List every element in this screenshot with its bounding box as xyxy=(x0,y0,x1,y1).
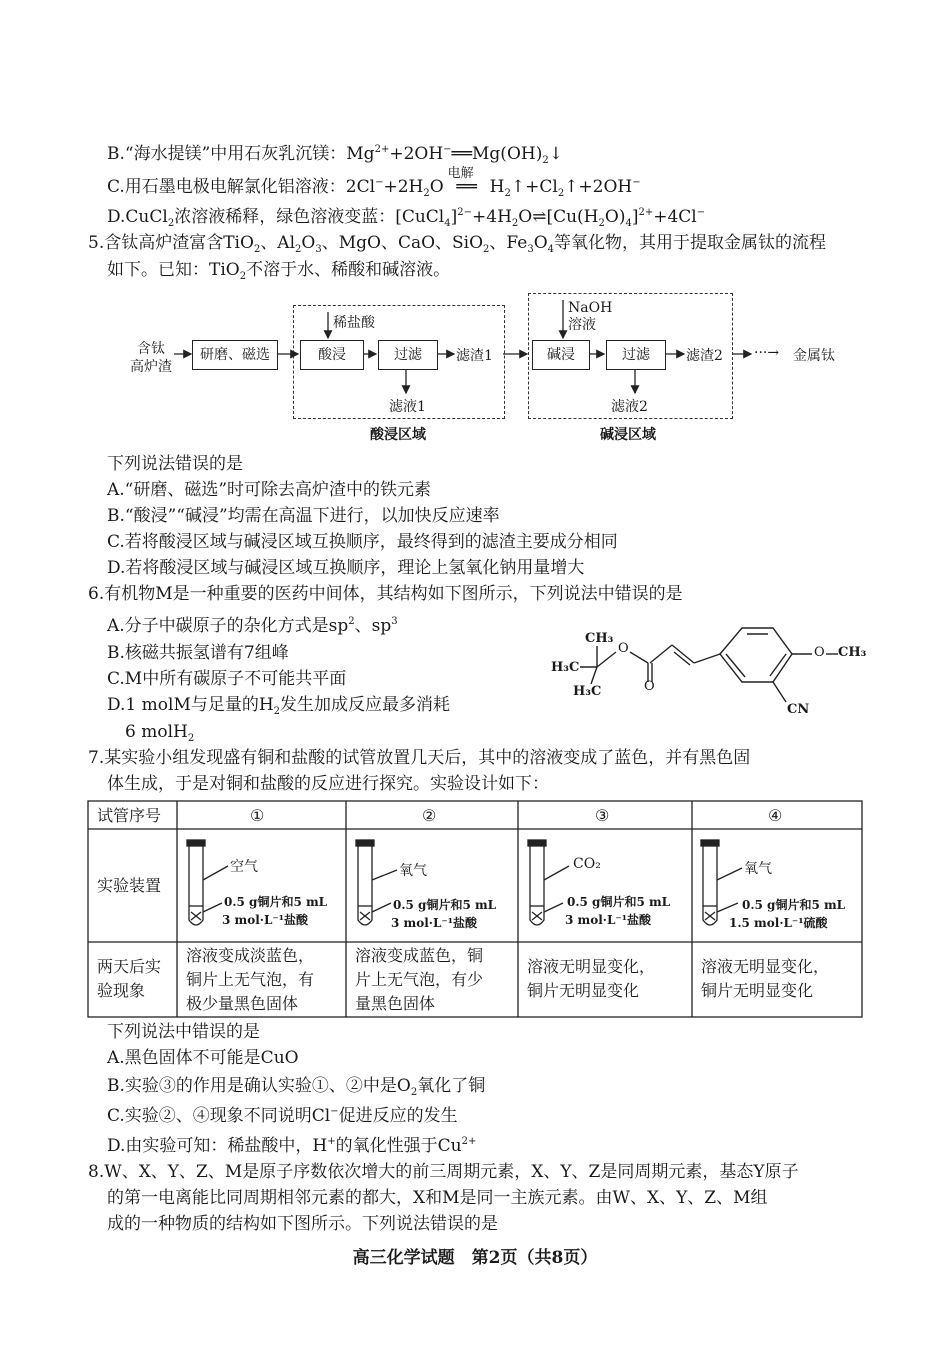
flow-grind-box: 研磨、磁选 xyxy=(192,340,278,370)
flow-filtrate1: 滤液1 xyxy=(389,399,426,415)
page-footer: 高三化学试题 第2页（共8页） xyxy=(352,1248,598,1268)
q8-stem-line2: 的第一电离能比同周期相邻元素的都大，X和M是同一主族元素。由W、X、Y、Z、M组 xyxy=(107,1188,768,1208)
q5-option-c: C.若将酸浸区域与碱浸区域互换顺序，最终得到的滤渣主要成分相同 xyxy=(107,532,618,552)
q6-option-c: C.M中所有碳原子不可能共平面 xyxy=(107,669,347,689)
q8-stem-line3: 成的一种物质的结构如下图所示。下列说法错误的是 xyxy=(107,1214,498,1234)
q6-option-b: B.核磁共振氢谱有7组峰 xyxy=(107,643,289,663)
q6-stem: 6.有机物M是一种重要的医药中间体，其结构如下图所示，下列说法中错误的是 xyxy=(88,584,683,604)
q5-question: 下列说法错误的是 xyxy=(107,454,243,474)
q6-option-d-cont: 6 molH$_2$ xyxy=(125,722,195,744)
header-tube-4: ④ xyxy=(768,806,783,825)
q5-option-d: D.若将酸浸区域与碱浸区域互换顺序，理论上氢氧化钠用量增大 xyxy=(107,558,585,578)
tube4-gas: 氧气 xyxy=(744,861,772,877)
q7-stem-line2: 体生成，于是对铜和盐酸的反应进行探究。实验设计如下： xyxy=(107,774,549,794)
q7-question: 下列说法中错误的是 xyxy=(107,1022,260,1042)
q7-option-d: D.由实验可知：稀盐酸中，H+的氧化性强于$Cu^{2+}$ xyxy=(107,1136,477,1156)
q7-option-a: A.黑色固体不可能是CuO xyxy=(107,1048,299,1068)
q6-option-a: A.分子中碳原子的杂化方式是$sp^2$、$sp^3$ xyxy=(107,616,398,636)
flow-alkali-leach-box: 碱浸 xyxy=(532,340,590,370)
tube1-gas: 空气 xyxy=(230,859,258,875)
h3c-bottom: H₃C xyxy=(573,684,602,699)
q5-stem-line1: 5.含钛高炉渣富含TiO$_2$、$Al_2O_3$、MgO、CaO、SiO$_2$、$Fe_3O_4$等氧化物，其用于提取金属钛的流程 xyxy=(88,233,827,255)
header-tube-2: ② xyxy=(422,806,437,825)
result-tube-4: 溶液无明显变化， 铜片无明显变化 xyxy=(701,957,830,1000)
flow-start: 含钛 高炉渣 xyxy=(130,341,172,375)
flow-residue1: 滤渣1 xyxy=(456,348,493,364)
flow-residue2: 滤渣2 xyxy=(686,348,723,364)
q7-option-b: B.实验③的作用是确认实验①、②中是$O_2$氧化了铜 xyxy=(107,1076,486,1098)
q4-option-c: C.用石墨电极电解氯化铝溶液：$2Cl^-+2H_2O$ 电解 ══ $H_2↑+Cl_2↑+2OH^-$ xyxy=(107,176,641,198)
flow-acid-leach-box: 酸浸 xyxy=(300,340,364,370)
q5-stem-line2: 如下。已知：TiO$_2$不溶于水、稀酸和碱溶液。 xyxy=(107,260,451,282)
tube2-gas: 氧气 xyxy=(399,863,427,879)
q4-option-b: B.“海水提镁”中用石灰乳沉镁：$Mg^{2+}+2OH^-══Mg(OH)_2↓$ xyxy=(107,144,563,166)
tube4-content1: 0.5 g铜片和5 mL xyxy=(742,898,846,912)
tube2-content2: 3 mol·L⁻¹盐酸 xyxy=(391,916,477,930)
q4-option-d: D.CuCl$_2$浓溶液稀释，绿色溶液变蓝：$[CuCl_4]^{2-}+4H_2O\rightleftharpoons[Cu(H_2O)_4]^{2+}+4Cl^-$ xyxy=(107,207,706,229)
o-ester: O xyxy=(618,641,629,656)
electrolysis-label: 电解 xyxy=(447,166,474,181)
header-setup: 实验装置 xyxy=(97,876,162,895)
tube1-content1: 0.5 g铜片和5 mL xyxy=(224,895,328,909)
flow-filter2-box: 过滤 xyxy=(606,340,666,370)
tube2-content1: 0.5 g铜片和5 mL xyxy=(393,898,497,912)
cn-group: CN xyxy=(787,702,810,717)
o-methoxy: O xyxy=(814,645,825,660)
result-tube-2: 溶液变成蓝色，铜 片上无气泡，有少 量黑色固体 xyxy=(355,946,484,1013)
tube1-content2: 3 mol·L⁻¹盐酸 xyxy=(222,913,308,927)
ch3-right: CH₃ xyxy=(838,645,867,660)
header-tube-number: 试管序号 xyxy=(97,806,162,825)
tube3-gas: CO₂ xyxy=(573,856,601,872)
ch3-top: CH₃ xyxy=(585,631,614,646)
q7-stem-line1: 7.某实验小组发现盛有铜和盐酸的试管放置几天后，其中的溶液变成了蓝色，并有黑色固 xyxy=(88,748,751,768)
q6-option-d: D.1 molM与足量的$H_2$发生加成反应最多消耗 xyxy=(107,695,451,717)
acid-region-label: 酸浸区域 xyxy=(370,427,426,443)
header-result: 两天后实 验现象 xyxy=(97,957,162,1000)
tube4-content2: 1.5 mol·L⁻¹硫酸 xyxy=(729,916,828,930)
flow-ellipsis: ···→ xyxy=(754,345,780,361)
header-tube-1: ① xyxy=(250,806,265,825)
result-tube-1: 溶液变成淡蓝色， 铜片上无气泡，有 极少量黑色固体 xyxy=(186,946,315,1013)
flow-filter1-box: 过滤 xyxy=(378,340,438,370)
q7-option-c: C.实验②、④现象不同说明Cl−促进反应的发生 xyxy=(107,1106,458,1126)
tube3-content1: 0.5 g铜片和5 mL xyxy=(567,895,671,909)
header-tube-3: ③ xyxy=(595,806,610,825)
flow-filtrate2: 滤液2 xyxy=(611,399,648,415)
result-tube-3: 溶液无明显变化， 铜片无明显变化 xyxy=(527,957,656,1000)
flow-acid-reagent: 稀盐酸 xyxy=(333,315,375,331)
h3c-left: H₃C xyxy=(551,660,580,675)
alkali-region-label: 碱浸区域 xyxy=(600,427,656,443)
o-carbonyl: O xyxy=(644,679,655,694)
q5-option-a: A.“研磨、磁选”时可除去高炉渣中的铁元素 xyxy=(107,480,432,500)
q8-stem-line1: 8.W、X、Y、Z、M是原子序数依次增大的前三周期元素，X、Y、Z是同周期元素，基态Y原子 xyxy=(88,1162,799,1182)
flow-product: 金属钛 xyxy=(793,348,835,364)
flow-naoh-reagent: NaOH 溶液 xyxy=(568,300,613,333)
q5-option-b: B.“酸浸”“碱浸”均需在高温下进行，以加快反应速率 xyxy=(107,506,500,526)
tube3-content2: 3 mol·L⁻¹盐酸 xyxy=(565,913,651,927)
